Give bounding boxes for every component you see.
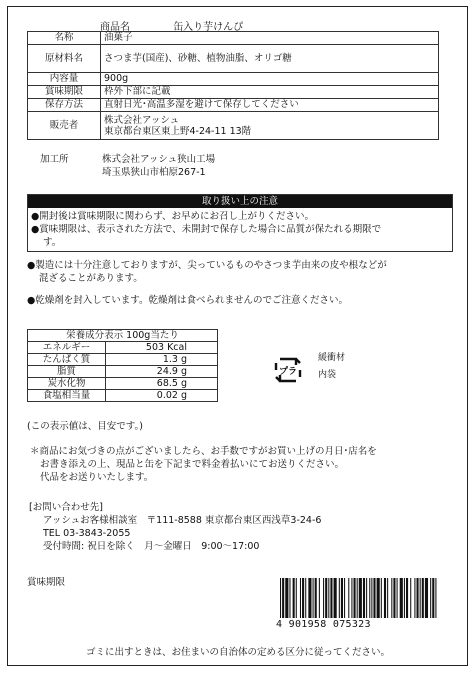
notice-line: 代品をお送りいたします。 (40, 472, 154, 483)
spec-row-ingredients (28, 45, 439, 73)
barcode-bar (313, 578, 314, 618)
pla-recycle-icon (271, 353, 305, 387)
spec-label: 原材料名 (28, 45, 101, 73)
spec-value (101, 112, 439, 140)
spec-row-seller (28, 112, 439, 140)
handling-box (27, 194, 453, 252)
barcode-bar (387, 578, 388, 618)
barcode-bar (422, 578, 424, 618)
barcode-bar (296, 578, 297, 618)
note-line: ●製造には十分注意しておりますが、尖っているものやさつま芋由来の皮や根などが (27, 260, 387, 271)
recycle-mark-text: プラ (278, 367, 298, 377)
barcode-bar (330, 578, 332, 618)
desiccant-note: ●乾燥剤を封入しています。乾燥剤は食べられませんのでご注意ください。 (27, 295, 349, 306)
barcode-bar (328, 578, 329, 618)
barcode-bar (315, 578, 317, 618)
handling-line: ●開封後は賞味期限に関わらず、お早めにお召し上がりください。 (31, 211, 315, 222)
handling-line: す。 (43, 237, 62, 248)
contact-line: TEL 03-3843-2055 (43, 528, 131, 539)
barcode-bar (280, 578, 281, 618)
barcode-bar (435, 578, 436, 618)
expiry-label: 賞味期限 (27, 577, 66, 588)
disposal-footer: ゴミに出すときは、お住まいの自治体の定める区分に従ってください。 (85, 647, 390, 658)
barcode-bar (359, 578, 362, 618)
spec-value: 直射日光･高温多湿を避けて保存してください (101, 99, 439, 112)
barcode-bar (384, 578, 386, 618)
barcode-bar (410, 578, 411, 618)
barcode-bar (285, 578, 288, 618)
barcode-bar (282, 578, 284, 618)
contact-heading: [お問い合わせ先] (29, 502, 103, 513)
barcode-bar (381, 578, 382, 618)
barcode-bar (377, 578, 380, 618)
notice-line: お書き添えの上、現品と缶を下記まで料金着払いにてお送りください。 (40, 459, 345, 470)
barcode-bar (300, 578, 301, 618)
barcode-bar (351, 578, 352, 618)
spec-label: 内容量 (28, 73, 101, 86)
contact-line: 受付時間: 祝日を除く 月～金曜日 9:00～17:00 (43, 541, 260, 552)
nutrient-value: 24.9 g (106, 366, 218, 378)
barcode-bar (293, 578, 295, 618)
handling-body (28, 208, 452, 251)
barcode-bar (308, 578, 311, 618)
barcode (280, 578, 437, 618)
product-name-value: 缶入り芋けんぴ (173, 22, 244, 33)
nutrition-row (28, 342, 218, 354)
manufacture-note (27, 259, 453, 285)
spec-label: 販売者 (28, 112, 101, 140)
factory-label: 加工所 (40, 154, 69, 165)
nutrient-name: 脂質 (28, 366, 106, 378)
barcode-bar (289, 578, 290, 618)
contact-block (29, 501, 455, 553)
spec-value: さつま芋(国産)、砂糖、植物油脂、オリゴ糖 (101, 45, 439, 73)
barcode-bar (319, 578, 320, 618)
factory-name: 株式会社アッシュ狭山工場 (102, 154, 216, 165)
spec-row-name (28, 32, 439, 45)
contact-line: アッシュお客様相談室 〒111-8588 東京都台東区西浅草3-24-6 (43, 515, 322, 526)
spec-row-expiry (28, 86, 439, 99)
notice-line: ＊商品にお気づきの点がございましたら、お手数ですがお買い上げの月日･店名を (30, 446, 377, 457)
barcode-bar (373, 578, 375, 618)
barcode-bar (404, 578, 405, 618)
barcode-bar (357, 578, 358, 618)
barcode-bar (371, 578, 372, 618)
barcode-bar (400, 578, 403, 618)
barcode-bar (430, 578, 431, 618)
barcode-bar (325, 578, 327, 618)
factory-info (102, 153, 215, 179)
barcode-bar (391, 578, 392, 618)
barcode-bar (366, 578, 367, 618)
spec-label: 保存方法 (28, 99, 101, 112)
barcode-bar (425, 578, 428, 618)
nutrition-row (28, 366, 218, 378)
recycle-item: 内袋 (318, 370, 337, 380)
nutrient-name: たんぱく質 (28, 354, 106, 366)
barcode-bar (420, 578, 421, 618)
barcode-bar (363, 578, 365, 618)
spec-label: 賞味期限 (28, 86, 101, 99)
barcode-bar (344, 578, 345, 618)
nutrient-value: 503 Kcal (106, 342, 218, 354)
barcode-bar (354, 578, 356, 618)
nutrient-name: 炭水化物 (28, 378, 106, 390)
product-name-label: 商品名 (100, 22, 130, 33)
spec-value: 油菓子 (101, 32, 439, 45)
barcode-bar (348, 578, 349, 618)
note-line: 混ざることがあります。 (39, 273, 143, 284)
spec-table (27, 31, 439, 140)
barcode-digits: 4 901958 075323 (276, 619, 371, 630)
handling-line: ●賞味期限は、表示された方法で、未開封で保存した場合に品質が保たれる期限で (31, 224, 382, 235)
barcode-bar (397, 578, 398, 618)
factory-address: 埼玉県狭山市柏原267-1 (102, 167, 206, 178)
barcode-bar (323, 578, 324, 618)
nutrition-caption: 栄養成分表示 100g当たり (28, 330, 218, 342)
nutrient-value: 68.5 g (106, 378, 218, 390)
nutrition-row (28, 378, 218, 390)
nutrient-value: 1.3 g (106, 354, 218, 366)
spec-label: 名称 (28, 32, 101, 45)
barcode-bar (414, 578, 415, 618)
barcode-bar (369, 578, 370, 618)
spec-row-storage (28, 99, 439, 112)
barcode-bar (305, 578, 306, 618)
barcode-bar (341, 578, 343, 618)
barcode-bar (406, 578, 408, 618)
barcode-bar (302, 578, 304, 618)
seller-address: 東京都台東区東上野4-24-11 13階 (104, 125, 252, 137)
barcode-bar (417, 578, 419, 618)
nutrition-table (27, 329, 218, 402)
nutrient-name: 食塩相当量 (28, 390, 106, 402)
nutrient-value: 0.02 g (106, 390, 218, 402)
seller-name: 株式会社アッシュ (104, 114, 180, 126)
recycle-item: 緩衝材 (318, 353, 346, 363)
spec-value: 900g (101, 73, 439, 86)
nutrition-row (28, 354, 218, 366)
barcode-bar (432, 578, 434, 618)
barcode-bar (339, 578, 340, 618)
inquiry-notice (30, 445, 460, 484)
barcode-bar (334, 578, 337, 618)
handling-heading: 取り扱い上の注意 (28, 195, 452, 208)
nutrition-footnote: (この表示値は、目安です。) (27, 421, 143, 432)
nutrition-row (28, 390, 218, 402)
nutrient-name: エネルギー (28, 342, 106, 354)
spec-row-quantity (28, 73, 439, 86)
spec-value: 枠外下部に記載 (101, 86, 439, 99)
barcode-bar (393, 578, 395, 618)
